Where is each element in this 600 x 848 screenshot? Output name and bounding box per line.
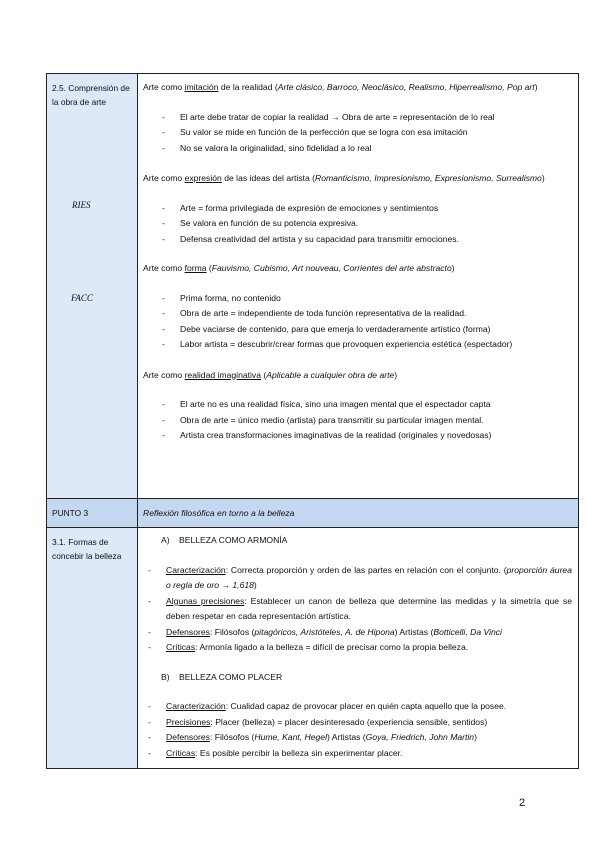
right-cell-comprension bbox=[138, 74, 579, 499]
text: de la realidad ( bbox=[218, 82, 278, 92]
list-item: - Su valor se mide en función de la perfección que se logra con esa imitación bbox=[143, 125, 572, 141]
row-comprension bbox=[47, 74, 579, 499]
bullet-list bbox=[143, 201, 572, 248]
subsection-title: BELLEZA COMO PLACER bbox=[179, 671, 283, 682]
list-item bbox=[143, 640, 572, 656]
text: ) Artistas ( bbox=[326, 732, 366, 742]
side-note-ries: RIES bbox=[72, 200, 91, 210]
left-cell-formas bbox=[47, 528, 138, 769]
text: ) bbox=[534, 82, 538, 92]
enum-label: A) bbox=[161, 535, 170, 545]
subsection-heading bbox=[143, 533, 572, 549]
section-heading bbox=[143, 261, 572, 277]
names: pitagóricos, Aristóteles, A. de Hipona bbox=[254, 626, 395, 637]
keyword: expresión bbox=[184, 173, 222, 183]
list-item: - Debe vaciarse de contenido, para que emerja lo verdaderamente artístico (forma) bbox=[143, 322, 572, 338]
text: : Armonía ligado a la belleza = difícil de precisar como la propia belleza. bbox=[195, 642, 469, 652]
section-title: Reflexión filosófica en torno a la belleza bbox=[143, 508, 295, 518]
list-item: - Defensa creatividad del artista y su capacidad para transmitir emociones. bbox=[143, 232, 572, 248]
section-heading bbox=[143, 80, 572, 96]
keyword: Precisiones bbox=[166, 716, 211, 727]
keyword: Algunas precisiones bbox=[166, 595, 245, 606]
list-item bbox=[143, 746, 572, 762]
bullet-list bbox=[143, 291, 572, 353]
row-punto3 bbox=[47, 499, 579, 528]
text: : Correcta proporción y orden de las partes en relación con el conjunto. bbox=[225, 564, 501, 575]
right-cell-punto3 bbox=[138, 499, 579, 528]
list-item bbox=[143, 715, 572, 731]
section-heading bbox=[143, 368, 572, 384]
list-item bbox=[143, 625, 572, 641]
text: ( bbox=[206, 263, 212, 273]
keyword: forma bbox=[184, 263, 207, 273]
keyword: Caracterización bbox=[166, 564, 226, 575]
text: : Placer (belleza) = placer desinteresado (experiencia sensible, sentidos) bbox=[210, 716, 488, 727]
examples: Aplicable a cualquier obra de arte bbox=[266, 369, 395, 380]
text: : Establecer un canon de belleza que determine las medidas y la simetría que se deben respetar en cada representación artística. bbox=[166, 595, 572, 621]
bullet-list bbox=[143, 397, 572, 444]
content-table bbox=[46, 73, 579, 769]
text: ) Artistas ( bbox=[394, 626, 434, 637]
examples: Arte clásico, Barroco, Neoclásico, Realismo, Hiperrealismo, Pop art bbox=[277, 82, 535, 92]
list-item: - No se valora la originalidad, sino fidelidad a lo real bbox=[143, 141, 572, 157]
list-item: - El arte debe tratar de copiar la realidad → Obra de arte = representación de lo real bbox=[143, 110, 572, 126]
text: : Filósofos ( bbox=[209, 732, 255, 742]
enum-label: B) bbox=[161, 671, 170, 682]
text: Arte como bbox=[143, 369, 185, 380]
section-heading bbox=[143, 171, 572, 187]
text: Arte como bbox=[143, 82, 185, 92]
list-item: - Prima forma, no contenido bbox=[143, 291, 572, 307]
left-cell-punto3 bbox=[47, 499, 138, 528]
subsection-heading bbox=[143, 670, 572, 686]
list-item bbox=[143, 594, 572, 625]
bullet-list bbox=[143, 699, 572, 761]
subsection-title: BELLEZA COMO ARMONÍA bbox=[179, 535, 288, 545]
list-item: - Labor artista = descubrir/crear formas que provoquen experiencia estética (espectador) bbox=[143, 337, 572, 353]
text: ( bbox=[261, 369, 267, 380]
text: : Cualidad capaz de provocar placer en quién capta aquello que la posee. bbox=[225, 701, 507, 711]
text: Arte como bbox=[143, 263, 185, 273]
list-item: - Obra de arte = único medio (artista) para transmitir su particular imagen mental. bbox=[143, 413, 572, 429]
side-note-facc: FACC bbox=[71, 293, 93, 303]
bullet-list bbox=[143, 563, 572, 656]
list-item bbox=[143, 699, 572, 715]
left-cell-comprension bbox=[47, 74, 138, 499]
text: : Filósofos ( bbox=[209, 626, 255, 637]
text: Arte como bbox=[143, 173, 185, 183]
page-number: 2 bbox=[519, 797, 526, 809]
keyword: Defensores bbox=[166, 732, 210, 742]
keyword: Críticas bbox=[166, 747, 196, 758]
text: ) bbox=[541, 173, 545, 183]
bullet-list bbox=[143, 110, 572, 157]
keyword: imitación bbox=[184, 82, 219, 92]
list-item: - Arte = forma privilegiada de expresión de emociones y sentimientos bbox=[143, 201, 572, 217]
examples: Romanticismo, Impresionismo, Expresionismo, Surrealismo bbox=[314, 173, 542, 183]
right-cell-formas bbox=[138, 528, 579, 769]
keyword: Críticas bbox=[166, 642, 196, 652]
row-label: PUNTO 3 bbox=[52, 508, 89, 518]
text: de las ideas del artista ( bbox=[221, 173, 315, 183]
list-item: - Obra de arte = independiente de toda función representativa de la realidad. bbox=[143, 306, 572, 322]
list-item: - El arte no es una realidad física, sino una imagen mental que el espectador capta bbox=[143, 397, 572, 413]
names: Botticelli, Da Vinci bbox=[433, 626, 502, 637]
text: : Es posible percibir la belleza sin experimentar placer. bbox=[195, 747, 403, 758]
examples: Fauvismo, Cubismo, Art nouveau, Corrientes del arte abstracto bbox=[211, 263, 452, 273]
text: ) bbox=[394, 369, 398, 380]
names: Hume, Kant, Hegel bbox=[254, 732, 327, 742]
row-label: 3.1. Formas de concebir la belleza bbox=[52, 537, 122, 561]
keyword: realidad imaginativa bbox=[184, 369, 261, 380]
list-item: - Se valora en función de su potencia expresiva. bbox=[143, 216, 572, 232]
list-item bbox=[143, 730, 572, 746]
text: ) bbox=[451, 263, 455, 273]
note: proporción áurea o regla de oro → 1,618 bbox=[166, 564, 572, 590]
list-item: - Caracterización: Correcta proporción y orden de las partes en relación con el conjunto. (proporción áurea o regla de oro → 1,618) bbox=[143, 563, 572, 594]
keyword: Caracterización bbox=[166, 701, 226, 711]
row-label: 2.5. Comprensión de la obra de arte bbox=[52, 83, 130, 107]
keyword: Defensores bbox=[166, 626, 210, 637]
names: Goya, Friedrich, John Martin bbox=[365, 732, 475, 742]
row-formas-belleza bbox=[47, 528, 579, 769]
text: ) bbox=[474, 732, 477, 742]
list-item: - Artista crea transformaciones imaginativas de la realidad (originales y novedosas) bbox=[143, 428, 572, 444]
